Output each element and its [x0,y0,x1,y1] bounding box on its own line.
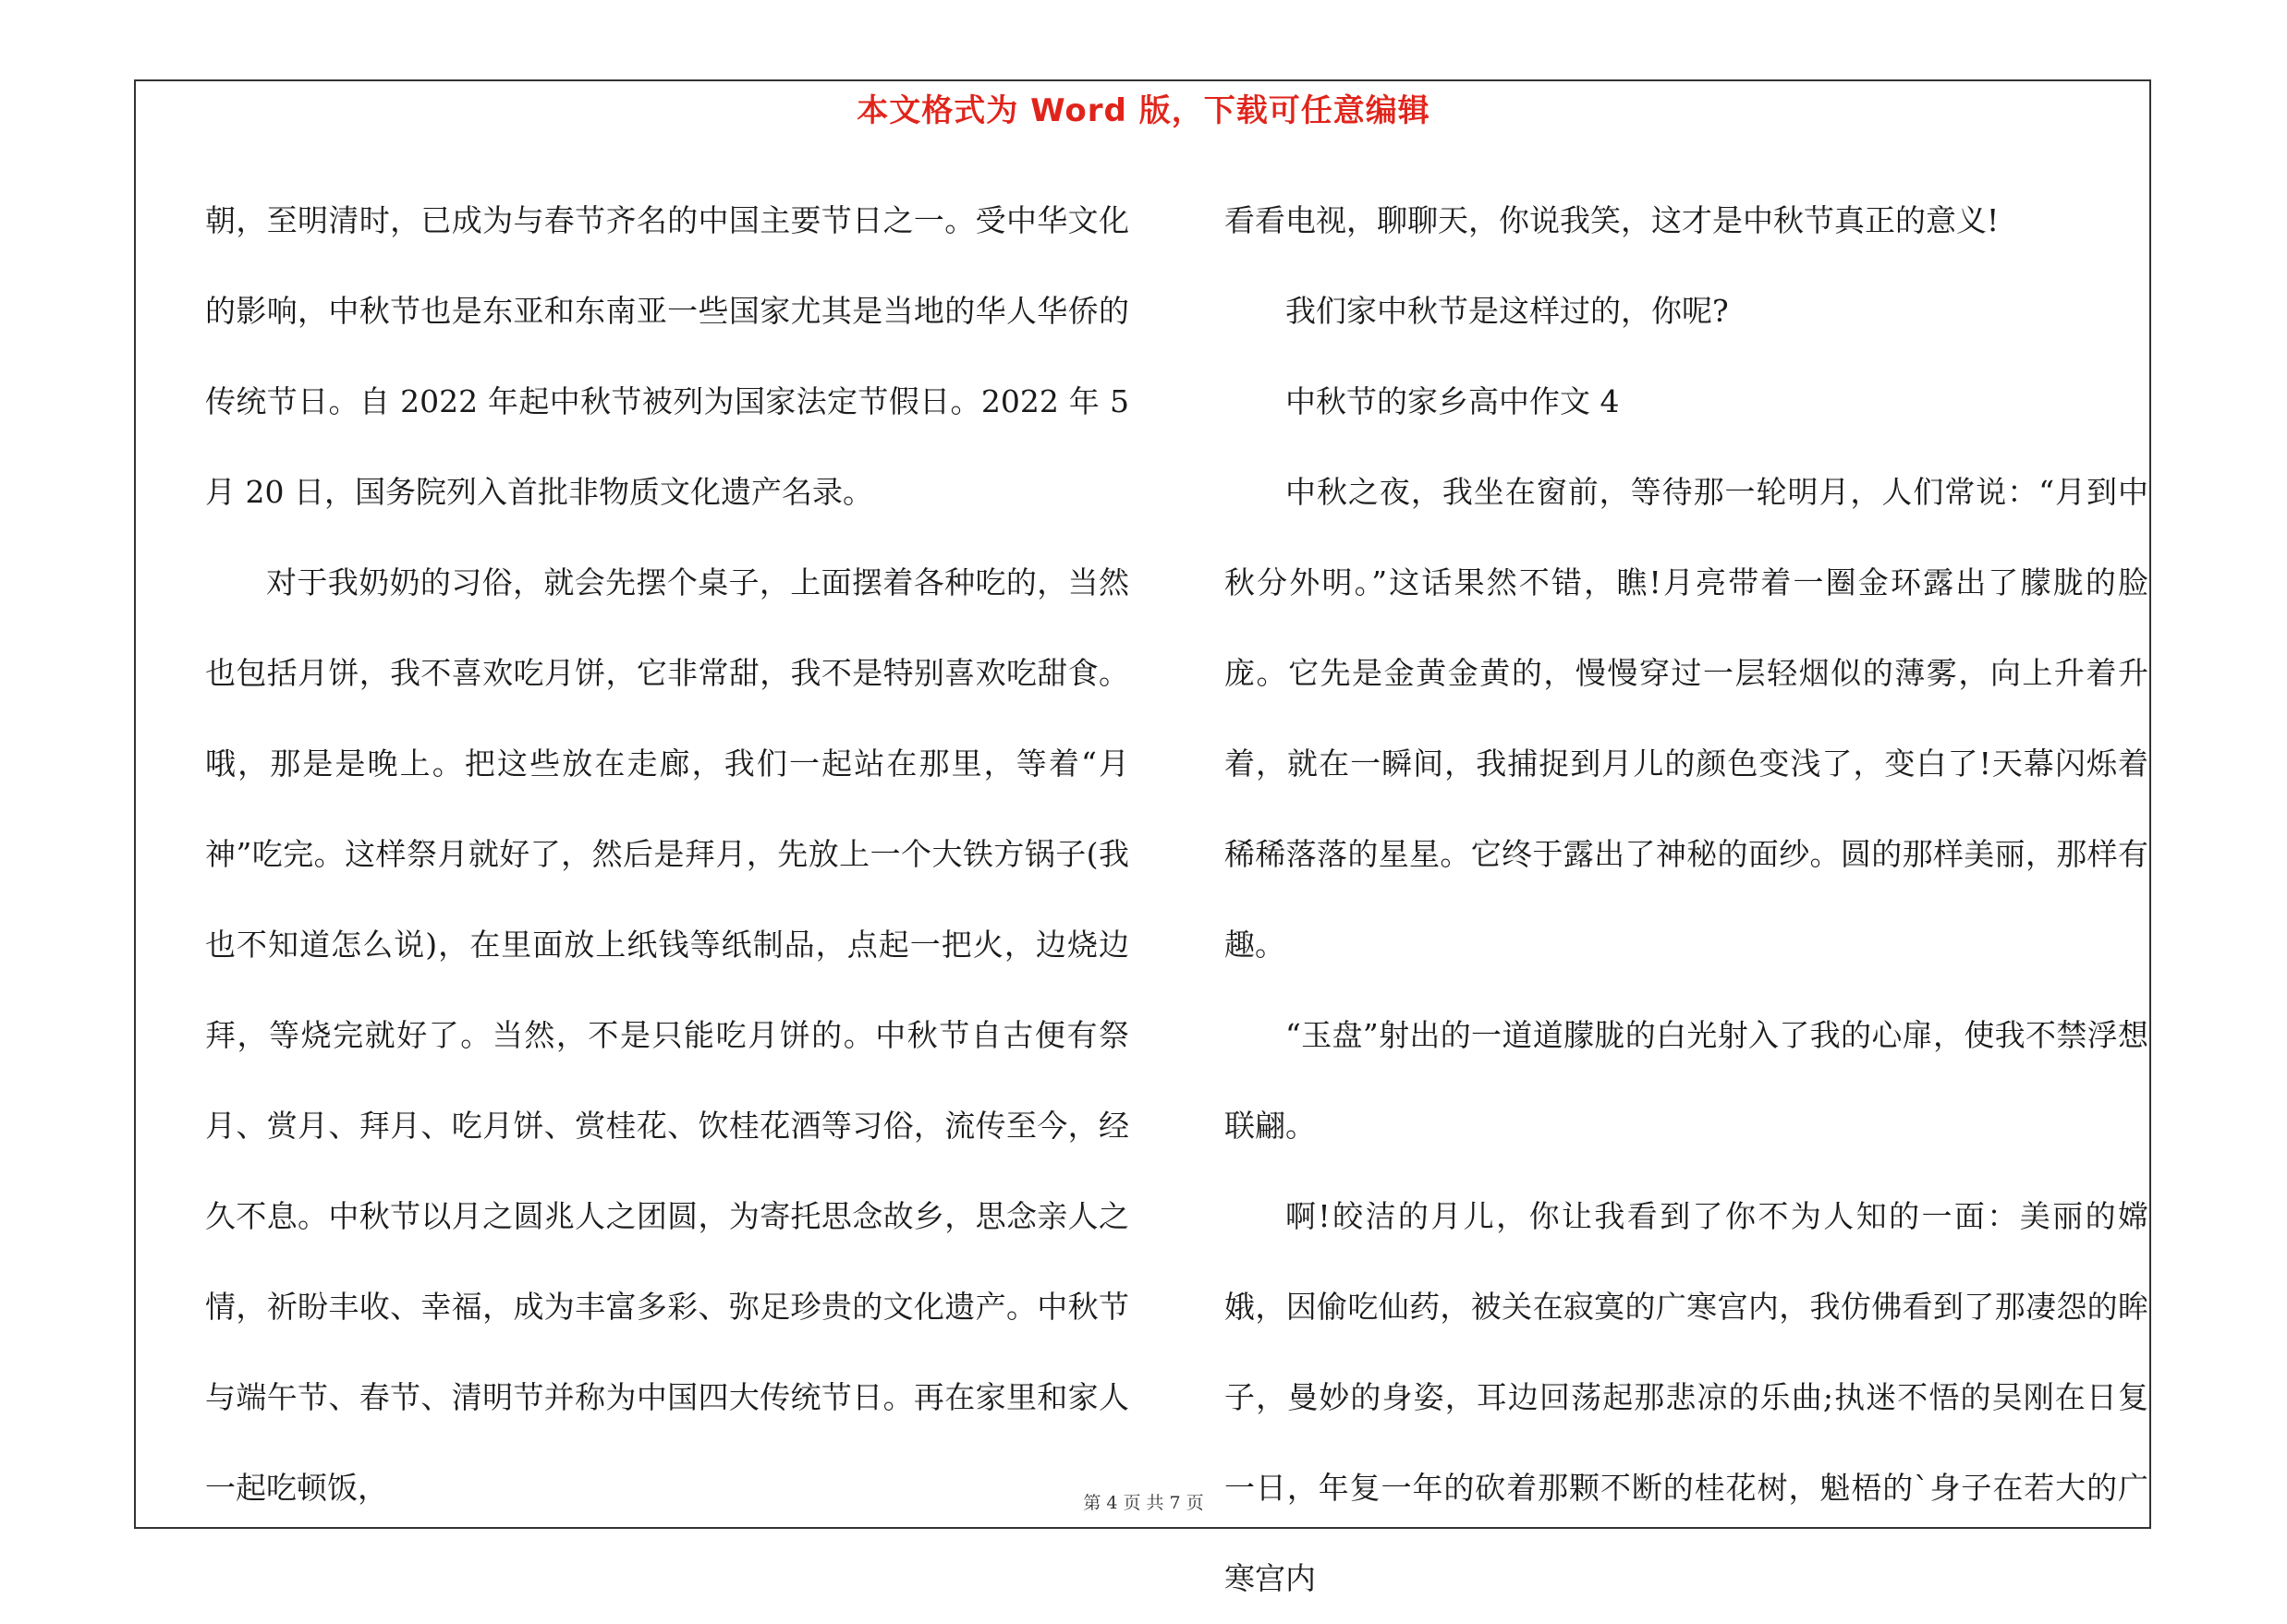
page-number: 第 4 页 共 7 页 [1083,1493,1204,1513]
section-heading: 中秋节的家乡高中作文 4 [1285,383,1620,419]
left-text-column [205,176,1129,1533]
right-text-column [1224,176,2148,1624]
word-format-banner: 本文格式为 Word 版，下载可任意编辑 [857,92,1430,129]
paragraph: 我们家中秋节是这样过的，你呢? [1285,293,1729,329]
paragraph: 朝，至明清时，已成为与春节齐名的中国主要节日之一。受中华文化的影响，中秋节也是东亚和东南亚一些国家尤其是当地的华人华侨的传统节日。自 2022 年起中秋节被列为国家法定节假日。2022 年 5 月 20 日，国务院列入首批非物质文化遗产名录。 [205,202,1129,510]
paragraph: 啊!皎洁的月儿，你让我看到了你不为人知的一面：美丽的嫦娥，因偷吃仙药，被关在寂寞的广寒宫内，我仿佛看到了那凄怨的眸子，曼妙的身姿，耳边回荡起那悲凉的乐曲;执迷不悟的吴刚在日复一日，年复一年的砍着那颗不断的桂花树，魁梧的`身子在若大的广寒宫内 [1224,1198,2148,1596]
paragraph: 对于我奶奶的习俗，就会先摆个桌子，上面摆着各种吃的，当然也包括月饼，我不喜欢吃月饼，它非常甜，我不是特别喜欢吃甜食。哦，那是是晚上。把这些放在走廊，我们一起站在那里，等着“月神”吃完。这样祭月就好了，然后是拜月，先放上一个大铁方锅子(我也不知道怎么说)，在里面放上纸钱等纸制品，点起一把火，边烧边拜，等烧完就好了。当然，不是只能吃月饼的。中秋节自古便有祭月、赏月、拜月、吃月饼、赏桂花、饮桂花酒等习俗，流传至今，经久不息。中秋节以月之圆兆人之团圆，为寄托思念故乡，思念亲人之情，祈盼丰收、幸福，成为丰富多彩、弥足珍贵的文化遗产。中秋节与端午节、春节、清明节并称为中国四大传统节日。再在家里和家人一起吃顿饭， [205,564,1129,1506]
paragraph: 看看电视，聊聊天，你说我笑，这才是中秋节真正的意义! [1224,202,2000,238]
paragraph: “玉盘”射出的一道道朦胧的白光射入了我的心扉，使我不禁浮想联翩。 [1224,1017,2148,1144]
paragraph: 中秋之夜，我坐在窗前，等待那一轮明月，人们常说：“月到中秋分外明。”这话果然不错，瞧!月亮带着一圈金环露出了朦胧的脸庞。它先是金黄金黄的，慢慢穿过一层轻烟似的薄雾，向上升着升着，就在一瞬间，我捕捉到月儿的颜色变浅了，变白了!天幕闪烁着稀稀落落的星星。它终于露出了神秘的面纱。圆的那样美丽，那样有趣。 [1224,474,2148,963]
